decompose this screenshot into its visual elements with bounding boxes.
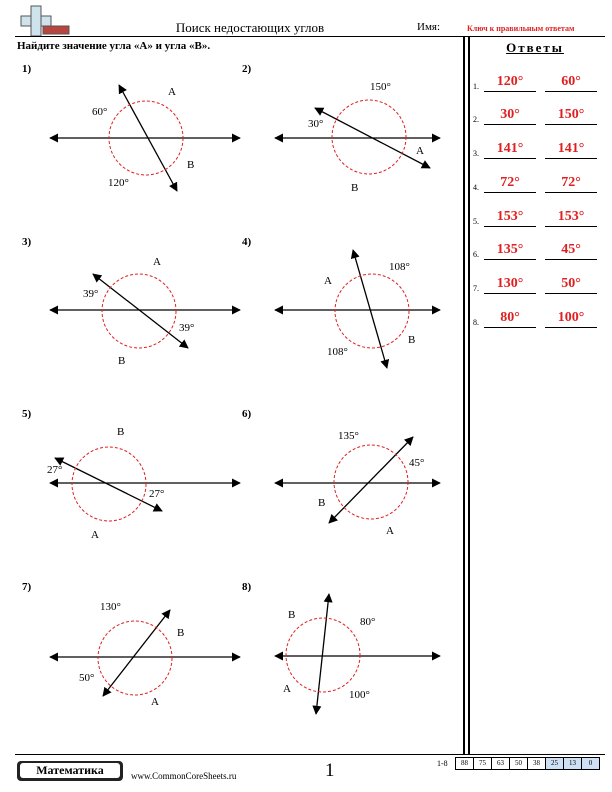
- problem-number: 5): [22, 408, 32, 420]
- problem-number: 7): [22, 581, 32, 593]
- answer-b: 72°: [545, 175, 597, 193]
- angle-label: A: [151, 696, 159, 708]
- angle-figure-6: [265, 415, 465, 585]
- answer-a: 130°: [484, 276, 536, 294]
- answer-number: 2.: [473, 115, 479, 124]
- page-number: 1: [325, 760, 335, 781]
- angle-label: B: [187, 159, 195, 171]
- worksheet-title: Поиск недостающих углов: [175, 20, 325, 35]
- angle-figure-7: [45, 588, 245, 758]
- angle-label: B: [118, 355, 126, 367]
- angle-label: 27°: [47, 464, 63, 476]
- angle-label: 120°: [108, 177, 129, 189]
- answer-number: 7.: [473, 284, 479, 293]
- footer-divider: [15, 754, 605, 755]
- angle-label: A: [386, 525, 394, 537]
- answer-number: 6.: [473, 250, 479, 259]
- angle-label: 45°: [409, 457, 425, 469]
- intersecting-lines-diagram: [45, 242, 245, 412]
- answer-number: 4.: [473, 183, 479, 192]
- answer-row: [473, 141, 603, 165]
- answer-number: 3.: [473, 149, 479, 158]
- answer-a: 120°: [484, 74, 536, 92]
- plus-logo-icon: [17, 4, 71, 36]
- angle-figure-2: [265, 70, 465, 240]
- angle-figure-8: [265, 588, 465, 758]
- angle-label: 100°: [349, 689, 370, 701]
- angle-label: 108°: [327, 346, 348, 358]
- answer-row: [473, 276, 603, 300]
- angle-label: 130°: [100, 601, 121, 613]
- answer-row: [473, 209, 603, 233]
- score-cell: 50: [509, 757, 528, 770]
- answer-a: 153°: [484, 209, 536, 227]
- angle-label: A: [168, 86, 176, 98]
- score-cell: 88: [455, 757, 474, 770]
- problem-number: 1): [22, 63, 32, 75]
- answer-b: 60°: [545, 74, 597, 92]
- answer-a: 135°: [484, 242, 536, 260]
- angle-label: 135°: [338, 430, 359, 442]
- answer-key-label: Ключ к правильным ответам: [467, 24, 575, 33]
- score-cell: 25: [545, 757, 564, 770]
- column-divider: [468, 36, 470, 754]
- angle-label: 30°: [308, 118, 324, 130]
- angle-label: 50°: [79, 672, 95, 684]
- answer-a: 141°: [484, 141, 536, 159]
- angle-label: 108°: [389, 261, 410, 273]
- answer-row: [473, 242, 603, 266]
- score-cell: 63: [491, 757, 510, 770]
- score-table: [456, 757, 600, 769]
- answer-b: 141°: [545, 141, 597, 159]
- intersecting-lines-diagram: [45, 588, 245, 758]
- angle-label: B: [117, 426, 125, 438]
- website-url: www.CommonCoreSheets.ru: [131, 771, 237, 781]
- instructions: Найдите значение угла «A» и угла «B».: [17, 40, 211, 52]
- angle-figure-4: [265, 242, 465, 412]
- problem-number: 8): [242, 581, 252, 593]
- answer-number: 5.: [473, 217, 479, 226]
- answer-b: 50°: [545, 276, 597, 294]
- score-cell: 38: [527, 757, 546, 770]
- angle-label: B: [288, 609, 296, 621]
- answer-row: [473, 310, 603, 334]
- header-divider: [15, 36, 605, 37]
- angle-label: B: [318, 497, 326, 509]
- answer-row: [473, 74, 603, 98]
- answer-number: 8.: [473, 318, 479, 327]
- intersecting-lines-diagram: [265, 70, 465, 240]
- answers-title: Ответы: [506, 40, 564, 55]
- answer-b: 45°: [545, 242, 597, 260]
- angle-label: 39°: [179, 322, 195, 334]
- score-cell: 13: [563, 757, 582, 770]
- angle-figure-1: [45, 70, 245, 240]
- intersecting-lines-diagram: [265, 242, 465, 412]
- angle-label: A: [416, 145, 424, 157]
- score-range-label: 1-8: [437, 759, 448, 768]
- answer-row: [473, 175, 603, 199]
- angle-label: B: [351, 182, 359, 194]
- angle-label: A: [324, 275, 332, 287]
- answer-number: 1.: [473, 82, 479, 91]
- answer-row: [473, 107, 603, 131]
- answer-b: 100°: [545, 310, 597, 328]
- name-label: Имя:: [417, 21, 441, 33]
- angle-label: 39°: [83, 288, 99, 300]
- angle-label: 80°: [360, 616, 376, 628]
- answer-a: 80°: [484, 310, 536, 328]
- subject-badge: [17, 761, 123, 781]
- intersecting-lines-diagram: [265, 415, 465, 585]
- problem-number: 2): [242, 63, 252, 75]
- angle-label: A: [91, 529, 99, 541]
- angle-label: B: [408, 334, 416, 346]
- angle-figure-5: [45, 415, 245, 585]
- angle-label: B: [177, 627, 185, 639]
- subject-label: Математика: [20, 763, 120, 778]
- angle-label: A: [153, 256, 161, 268]
- angle-label: 150°: [370, 81, 391, 93]
- intersecting-lines-diagram: [45, 415, 245, 585]
- problem-number: 4): [242, 236, 252, 248]
- answer-b: 153°: [545, 209, 597, 227]
- answer-a: 72°: [484, 175, 536, 193]
- problem-number: 6): [242, 408, 252, 420]
- problem-number: 3): [22, 236, 32, 248]
- answer-b: 150°: [545, 107, 597, 125]
- angle-label: 27°: [149, 488, 165, 500]
- angle-label: A: [283, 683, 291, 695]
- angle-label: 60°: [92, 106, 108, 118]
- intersecting-lines-diagram: [45, 70, 245, 240]
- answer-a: 30°: [484, 107, 536, 125]
- angle-figure-3: [45, 242, 245, 412]
- score-cell: 0: [581, 757, 600, 770]
- score-cell: 75: [473, 757, 492, 770]
